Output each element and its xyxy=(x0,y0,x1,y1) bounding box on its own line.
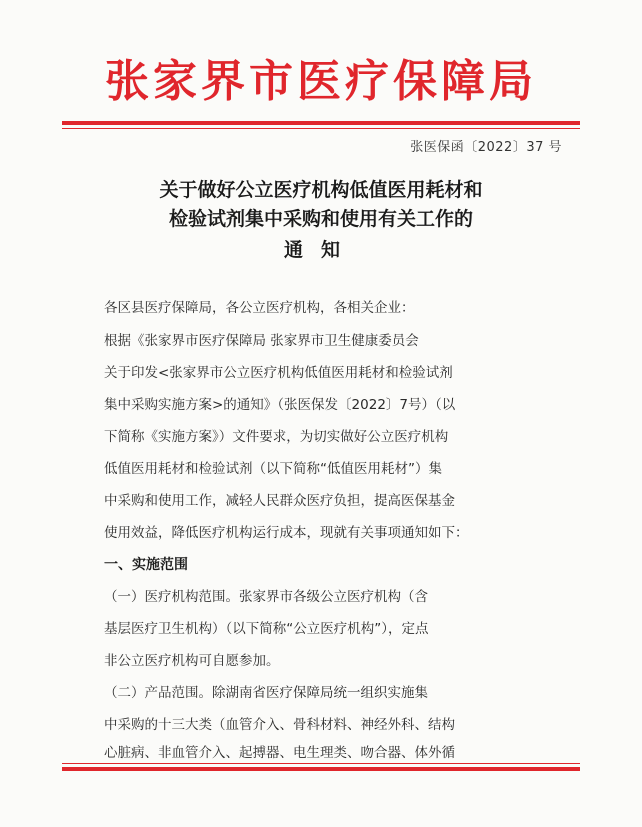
footer-rule-thick xyxy=(62,767,580,771)
body-line: 低值医用耗材和检验试剂（以下简称“低值医用耗材”）集 xyxy=(104,461,442,477)
body-line: 中采购和使用工作，减轻人民群众医疗负担，提高医保基金 xyxy=(104,493,455,509)
body-line: 下简称《实施方案》）文件要求，为切实做好公立医疗机构 xyxy=(104,429,449,445)
masthead-rule-thin xyxy=(62,128,580,129)
body-line: 关于印发<张家界市公立医疗机构低值医用耗材和检验试剂 xyxy=(104,365,453,381)
body-line: （一）医疗机构范围。张家界市各级公立医疗机构（含 xyxy=(104,589,428,605)
agency-masthead: 张家界市医疗保障局 xyxy=(105,56,537,107)
section-heading-1: 一、实施范围 xyxy=(104,557,188,573)
document-number: 张医保函〔2022〕37 号 xyxy=(410,140,562,155)
title-line-1: 关于做好公立医疗机构低值医用耗材和 xyxy=(159,179,483,201)
body-line: 基层医疗卫生机构）（以下简称“公立医疗机构”），定点 xyxy=(104,621,429,637)
body-line: 中采购的十三大类（血管介入、骨科材料、神经外科、结构 xyxy=(104,717,455,733)
salutation: 各区县医疗保障局，各公立医疗机构，各相关企业： xyxy=(104,300,415,316)
footer-rule-thin xyxy=(62,763,580,764)
body-line: 使用效益，降低医疗机构运行成本，现就有关事项通知如下： xyxy=(104,525,469,541)
title-line-3: 通知 xyxy=(283,239,358,261)
body-line: 非公立医疗机构可自愿参加。 xyxy=(104,653,280,669)
title-line-2: 检验试剂集中采购和使用有关工作的 xyxy=(168,208,473,230)
body-line: 根据《张家界市医疗保障局 张家界市卫生健康委员会 xyxy=(104,333,419,349)
body-line: （二）产品范围。除湖南省医疗保障局统一组织实施集 xyxy=(104,685,428,701)
masthead-rule-thick xyxy=(62,121,580,125)
body-line: 集中采购实施方案>的通知》（张医保发〔2022〕7号）（以 xyxy=(104,397,456,413)
body-line: 心脏病、非血管介入、起搏器、电生理类、吻合器、体外循 xyxy=(104,745,455,761)
